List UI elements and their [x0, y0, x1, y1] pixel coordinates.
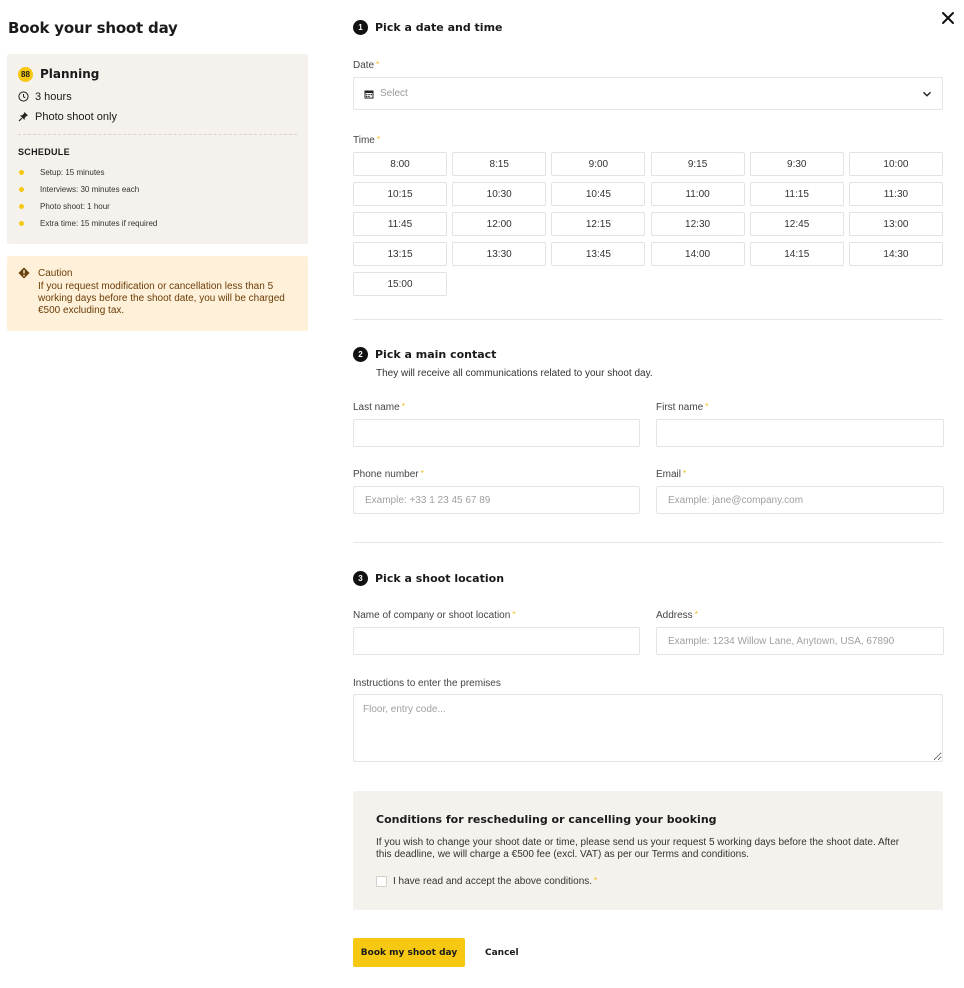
phone-label: Phone number *	[353, 469, 424, 480]
close-button[interactable]	[939, 9, 957, 27]
caution-notice	[7, 256, 308, 331]
section-title: Pick a main contact	[375, 348, 497, 361]
schedule-item: Interviews: 30 minutes each	[18, 181, 297, 198]
time-slot-button[interactable]: 9:00	[551, 152, 645, 176]
time-slot-button[interactable]: 9:30	[750, 152, 844, 176]
schedule-list	[18, 164, 297, 232]
pin-icon	[18, 111, 29, 122]
time-slot-button[interactable]: 13:45	[551, 242, 645, 266]
section-title: Pick a date and time	[375, 21, 503, 34]
date-select[interactable]	[353, 77, 943, 110]
schedule-item: Extra time: 15 minutes if required	[18, 215, 297, 232]
time-slot-button[interactable]: 12:15	[551, 212, 645, 236]
clock-icon	[18, 91, 29, 102]
bullet-dot-icon	[19, 170, 24, 175]
time-slot-button[interactable]: 8:15	[452, 152, 546, 176]
date-placeholder: Select	[380, 88, 408, 99]
plan-name: Planning	[40, 67, 100, 81]
step-number-badge: 3	[353, 571, 368, 586]
time-slot-button[interactable]: 11:30	[849, 182, 943, 206]
checkbox-box[interactable]	[376, 876, 387, 887]
bullet-dot-icon	[19, 204, 24, 209]
section-main-contact	[353, 347, 496, 362]
time-slot-button[interactable]: 10:30	[452, 182, 546, 206]
time-slot-button[interactable]: 15:00	[353, 272, 447, 296]
section-divider	[353, 319, 943, 320]
first-name-label: First name *	[656, 402, 709, 413]
time-slot-button[interactable]: 13:15	[353, 242, 447, 266]
plan-summary-card	[7, 54, 308, 244]
conditions-box	[353, 791, 943, 910]
bullet-dot-icon	[19, 221, 24, 226]
last-name-label: Last name *	[353, 402, 405, 413]
time-slot-button[interactable]: 14:30	[849, 242, 943, 266]
page-title: Book your shoot day	[8, 19, 178, 37]
plan-badge-icon: 88	[18, 67, 33, 82]
phone-input[interactable]	[353, 486, 640, 514]
time-slot-button[interactable]: 13:30	[452, 242, 546, 266]
bullet-dot-icon	[19, 187, 24, 192]
time-slot-button[interactable]: 13:00	[849, 212, 943, 236]
instructions-label: Instructions to enter the premises	[353, 678, 501, 689]
chevron-down-icon	[922, 89, 932, 99]
conditions-title: Conditions for rescheduling or cancelling your booking	[376, 813, 717, 826]
instructions-textarea[interactable]	[353, 694, 943, 762]
time-slot-button[interactable]: 14:00	[651, 242, 745, 266]
cancel-button[interactable]: Cancel	[481, 938, 523, 967]
email-label: Email *	[656, 469, 687, 480]
schedule-item: Setup: 15 minutes	[18, 164, 297, 181]
time-slot-button[interactable]: 14:15	[750, 242, 844, 266]
address-input[interactable]	[656, 627, 944, 655]
plan-divider	[18, 134, 297, 135]
step-number-badge: 1	[353, 20, 368, 35]
time-label: Time *	[353, 135, 380, 146]
book-shoot-day-button[interactable]: Book my shoot day	[353, 938, 465, 967]
company-input[interactable]	[353, 627, 640, 655]
step-number-badge: 2	[353, 347, 368, 362]
company-label: Name of company or shoot location *	[353, 610, 516, 621]
time-slot-button[interactable]: 12:00	[452, 212, 546, 236]
date-label: Date *	[353, 60, 380, 71]
time-slot-grid	[353, 152, 943, 296]
section-subtitle: They will receive all communications related to your shoot day.	[376, 368, 653, 379]
schedule-title: SCHEDULE	[18, 147, 70, 157]
time-slot-button[interactable]: 12:30	[651, 212, 745, 236]
time-slot-button[interactable]: 9:15	[651, 152, 745, 176]
time-slot-button[interactable]: 11:00	[651, 182, 745, 206]
time-slot-button[interactable]: 10:45	[551, 182, 645, 206]
section-shoot-location	[353, 571, 504, 586]
last-name-input[interactable]	[353, 419, 640, 447]
time-slot-button[interactable]: 10:15	[353, 182, 447, 206]
accept-conditions-label: I have read and accept the above conditions. *	[393, 876, 598, 887]
email-input[interactable]	[656, 486, 944, 514]
conditions-text: If you wish to change your shoot date or time, please send us your request 5 working days before the shoot date. After this deadline, we will charge a €500 fee (excl. VAT) as per our Terms and conditions.	[376, 837, 900, 860]
calendar-icon	[364, 89, 374, 99]
time-slot-button[interactable]: 8:00	[353, 152, 447, 176]
warning-icon	[18, 267, 30, 279]
caution-title: Caution	[38, 267, 73, 279]
address-label: Address *	[656, 610, 698, 621]
time-slot-button[interactable]: 11:15	[750, 182, 844, 206]
section-divider	[353, 542, 943, 543]
accept-conditions-checkbox[interactable]	[376, 876, 597, 887]
plan-type: Photo shoot only	[35, 110, 117, 123]
first-name-input[interactable]	[656, 419, 944, 447]
schedule-item: Photo shoot: 1 hour	[18, 198, 297, 215]
section-date-time	[353, 20, 503, 35]
plan-duration: 3 hours	[35, 90, 72, 103]
time-slot-button[interactable]: 11:45	[353, 212, 447, 236]
caution-text: If you request modification or cancellation less than 5 working days before the shoot date, you will be charged €500 excluding tax.	[38, 281, 285, 316]
time-slot-button[interactable]: 10:00	[849, 152, 943, 176]
close-icon	[939, 9, 957, 27]
time-slot-button[interactable]: 12:45	[750, 212, 844, 236]
section-title: Pick a shoot location	[375, 572, 505, 585]
